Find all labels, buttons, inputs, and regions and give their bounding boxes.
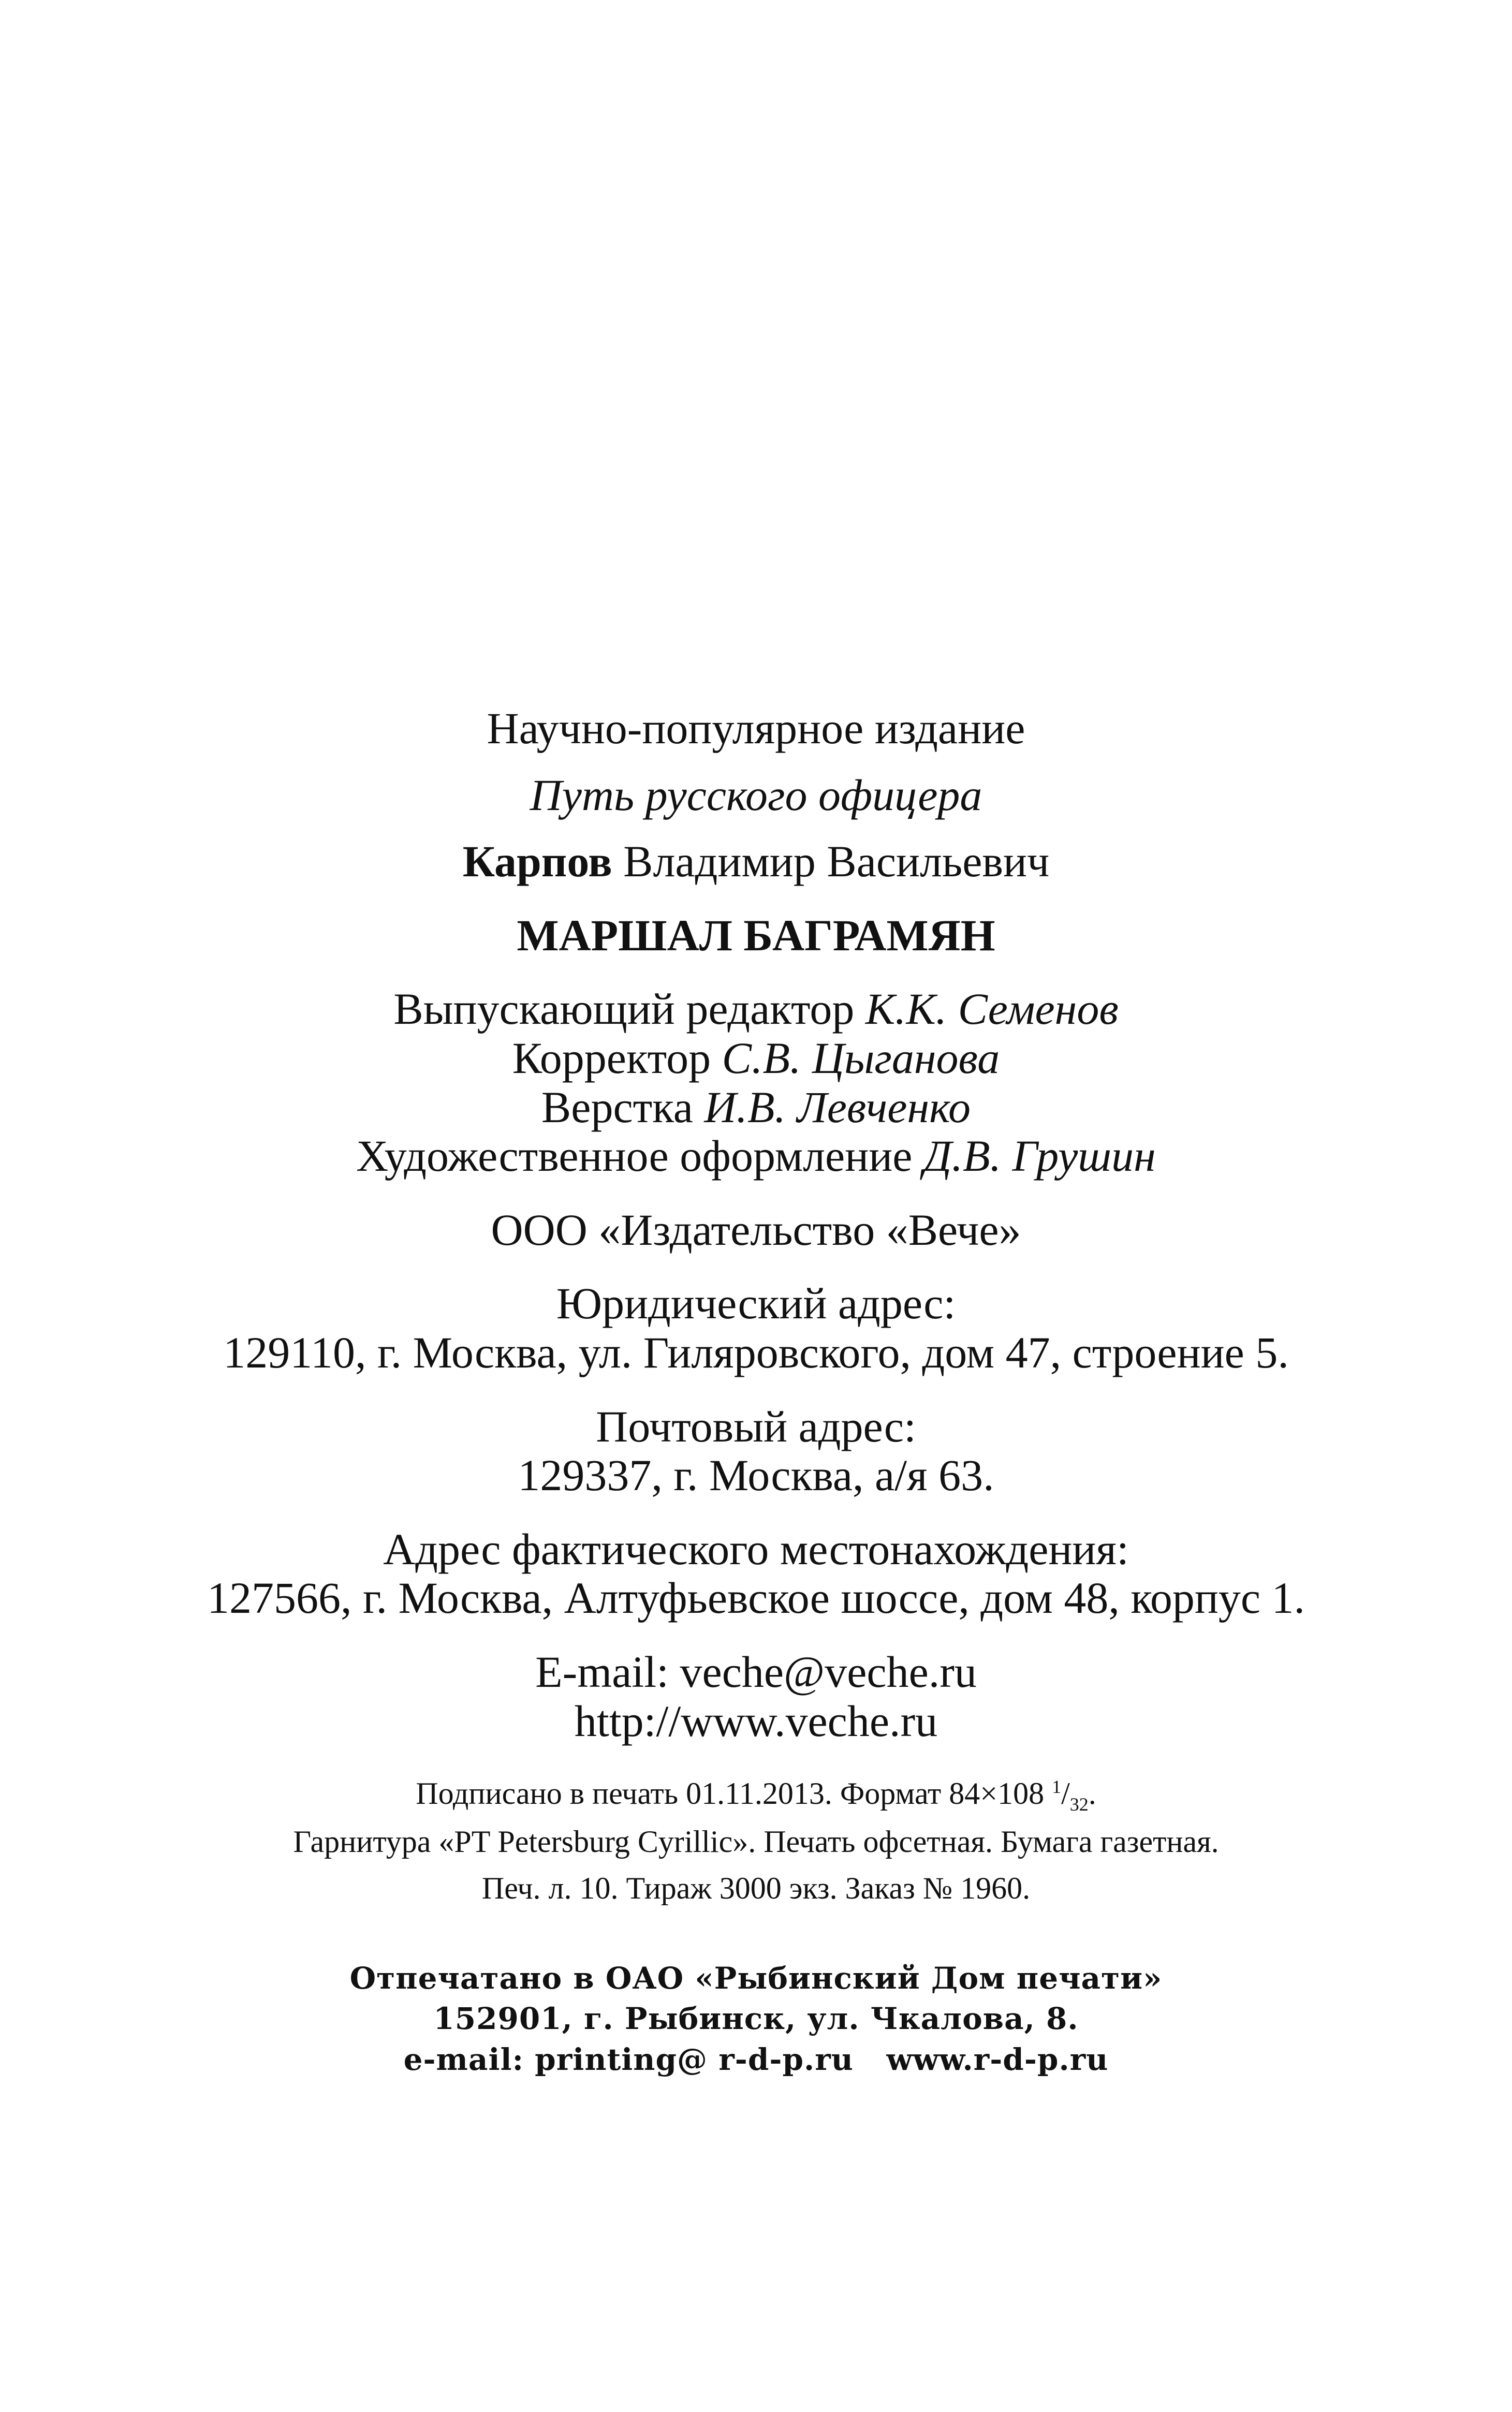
typeface-line: Гарнитура «PT Petersburg Cyrillic». Печать офсетная. Бумага газетная.: [293, 1825, 1219, 1859]
print-signed-text: Подписано в печать 01.11.2013. Формат 84×108: [416, 1776, 1045, 1811]
credit-name: И.В. Левченко: [704, 1082, 971, 1132]
format-denominator: 32: [1069, 1794, 1089, 1815]
printer-address: 152901, г. Рыбинск, ул. Чкалова, 8.: [433, 2001, 1079, 2037]
credit-line: [0, 1083, 1512, 1132]
author-given-name: Владимир Васильевич: [623, 836, 1050, 887]
author-surname: Карпов: [462, 836, 612, 887]
postal-address-label: Почтовый адрес:: [596, 1401, 916, 1451]
print-details-block: [0, 1770, 1512, 1911]
credits-block: [0, 984, 1512, 1180]
credit-line: [0, 1131, 1512, 1181]
printer-contacts: e-mail: printing@ r-d-p.ru www.r-d-p.ru: [403, 2041, 1109, 2077]
credit-role: Верстка: [541, 1082, 693, 1132]
postal-address-value: 129337, г. Москва, а/я 63.: [518, 1450, 994, 1501]
credit-name: К.К. Семенов: [865, 984, 1119, 1034]
credit-name: С.В. Цыганова: [722, 1033, 1000, 1083]
format-numerator: 1: [1052, 1776, 1062, 1798]
printer-name: Отпечатано в ОАО «Рыбинский Дом печати»: [349, 1961, 1163, 1996]
legal-address-label: Юридический адрес:: [556, 1278, 956, 1329]
imprint-page: [0, 704, 1512, 2080]
credit-line: [0, 1034, 1512, 1083]
actual-address-label: Адрес фактического местонахождения:: [383, 1524, 1129, 1574]
print-signed-line: Подписано в печать 01.11.2013. Формат 84×108 $^1/_{32}$.: [416, 1776, 1096, 1815]
postal-address-block: [0, 1402, 1512, 1500]
print-run-line: Печ. л. 10. Тираж 3000 экз. Заказ № 1960.: [481, 1871, 1031, 1906]
credit-role: Корректор: [512, 1033, 711, 1083]
credit-line: [0, 984, 1512, 1034]
actual-address-block: [0, 1525, 1512, 1623]
legal-address-block: [0, 1279, 1512, 1377]
genre-line: Научно-популярное издание: [487, 703, 1025, 753]
publisher-email: E-mail: veche@veche.ru: [535, 1646, 977, 1697]
publisher-name: ООО «Издательство «Вече»: [491, 1204, 1021, 1255]
series-title: Путь русского офицера: [530, 770, 982, 820]
credit-role: Выпускающий редактор: [393, 984, 855, 1034]
legal-address-value: 129110, г. Москва, ул. Гиляровского, дом 47, строение 5.: [223, 1327, 1289, 1377]
credit-name: Д.В. Грушин: [923, 1131, 1156, 1181]
credit-role: Художественное оформление: [356, 1131, 913, 1181]
author-line: [0, 837, 1512, 886]
actual-address-value: 127566, г. Москва, Алтуфьевское шоссе, дом 48, корпус 1.: [207, 1573, 1305, 1623]
publisher-website: http://www.veche.ru: [574, 1696, 938, 1746]
contacts-block: [0, 1648, 1512, 1745]
printer-block: [0, 1958, 1512, 2080]
book-title: МАРШАЛ БАГРАМЯН: [517, 910, 995, 960]
